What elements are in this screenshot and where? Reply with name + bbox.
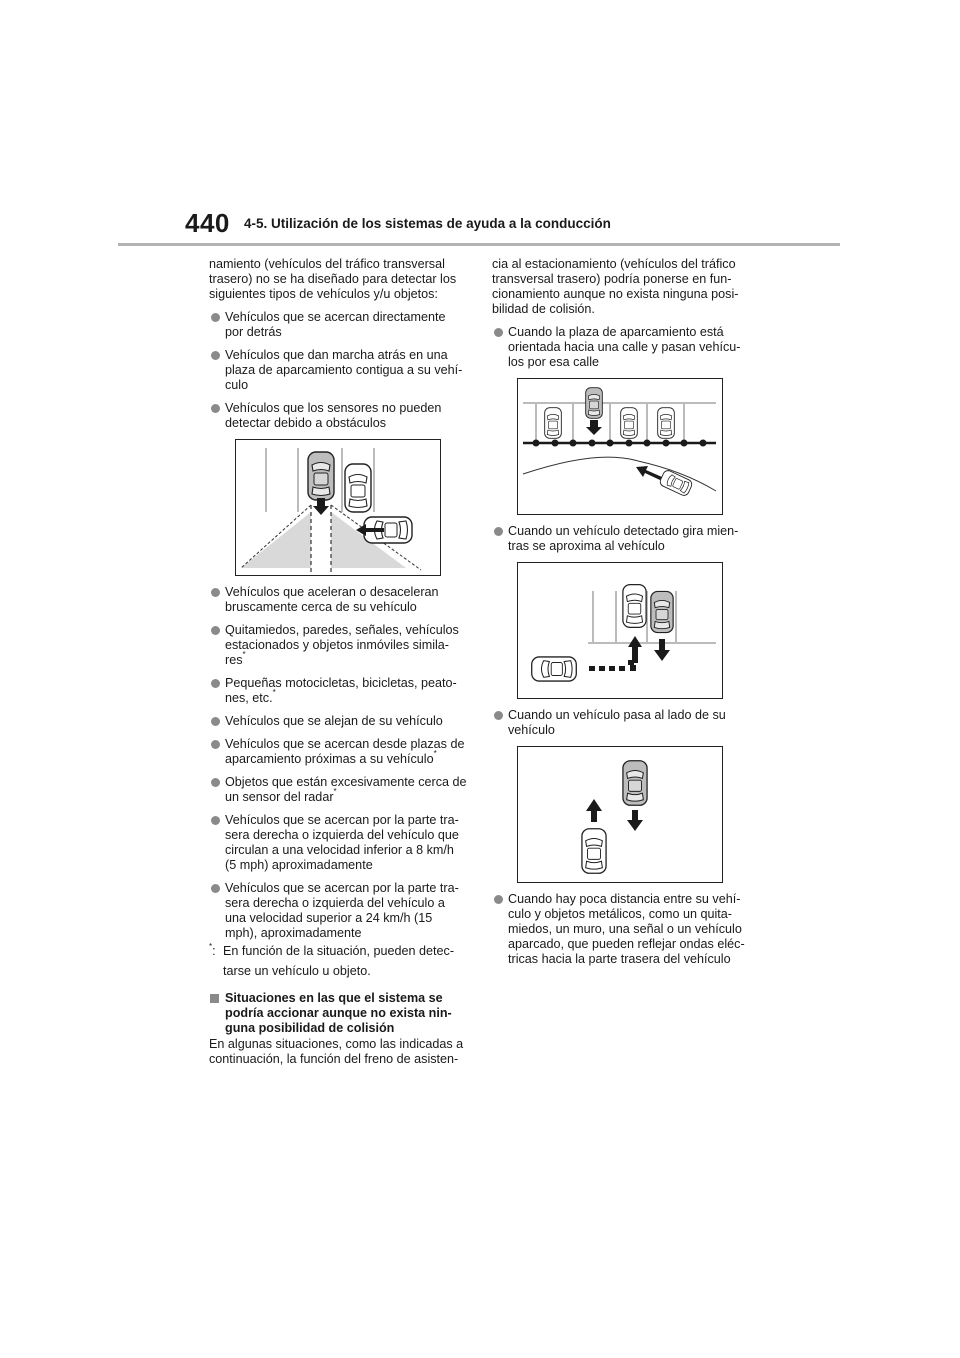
bullet-item: Vehículos que se acercan por la parte tra-sera derecha o izquierda del vehículo que circulan a una velocidad inferior a 8 km/h (5 mph) aproximadamente [209, 813, 467, 873]
page-number: 440 [185, 208, 230, 238]
bullet-item: Vehículos que dan marcha atrás en una plaza de aparcamiento contigua a su vehí-culo [209, 348, 467, 393]
right-column [492, 257, 750, 975]
illustration-passing-street [517, 378, 723, 515]
header-divider [118, 243, 840, 246]
bullet-item: Objetos que están excesivamente cerca de un sensor del radar* [209, 775, 467, 805]
bullet-item: Vehículos que se acercan desde plazas de aparcamiento próximas a su vehículo* [209, 737, 467, 767]
illustration-passing-alongside [517, 746, 723, 883]
bullet-item: Vehículos que se acercan por la parte tra-sera derecha o izquierda del vehículo a una velocidad superior a 24 km/h (15 mph), aproximadamente [209, 881, 467, 941]
illustration-turning-vehicle [517, 562, 723, 699]
bullet-item: Vehículos que aceleran o desaceleran bruscamente cerca de su vehículo [209, 585, 467, 615]
left-column [209, 257, 467, 1067]
bullet-item: Quitamiedos, paredes, señales, vehículos estacionados y objetos inmóviles simila-res* [209, 623, 467, 668]
bullet-item: Cuando un vehículo detectado gira mien-tras se aproxima al vehículo [492, 524, 750, 554]
intro-paragraph: namiento (vehículos del tráfico transversal trasero) no se ha diseñado para detectar los siguientes tipos de vehículos y/u objetos: [209, 257, 457, 301]
bullet-item: Cuando un vehículo pasa al lado de su vehículo [492, 708, 750, 738]
intro-paragraph: cia al estacionamiento (vehículos del tráfico transversal trasero) podría ponerse en fun-cionamiento aunque no exista ninguna posi-bilidad de colisión. [492, 257, 739, 316]
footnote: *: En función de la situación, pueden detec-tarse un vehículo u objeto. [209, 942, 455, 978]
bullet-item: Vehículos que se alejan de su vehículo [209, 714, 467, 729]
illustration-obstructed-sensors [235, 439, 441, 576]
bullet-item: Cuando la plaza de aparcamiento está orientada hacia una calle y pasan vehícu-los por esa calle [492, 325, 750, 370]
section-heading: Situaciones en las que el sistema se podría accionar aunque no exista nin-guna posibilidad de colisión [209, 991, 467, 1036]
footnote-mark: *: [209, 942, 216, 958]
bullet-item: Pequeñas motocicletas, bicicletas, peato-nes, etc.* [209, 676, 467, 706]
bullet-item: Cuando hay poca distancia entre su vehí-culo y objetos metálicos, como un quita-miedos, un muro, una señal o un vehículo aparcado, que pueden reflejar ondas eléc-tricas hacia la parte trasera del vehículo [492, 892, 750, 967]
chapter-title: 4-5. Utilización de los sistemas de ayuda a la conducción [244, 216, 611, 231]
bullet-item: Vehículos que los sensores no pueden detectar debido a obstáculos [209, 401, 467, 431]
bullet-item: Vehículos que se acercan directamente por detrás [209, 310, 467, 340]
section-paragraph: En algunas situaciones, como las indicadas a continuación, la función del freno de asisten- [209, 1037, 464, 1066]
